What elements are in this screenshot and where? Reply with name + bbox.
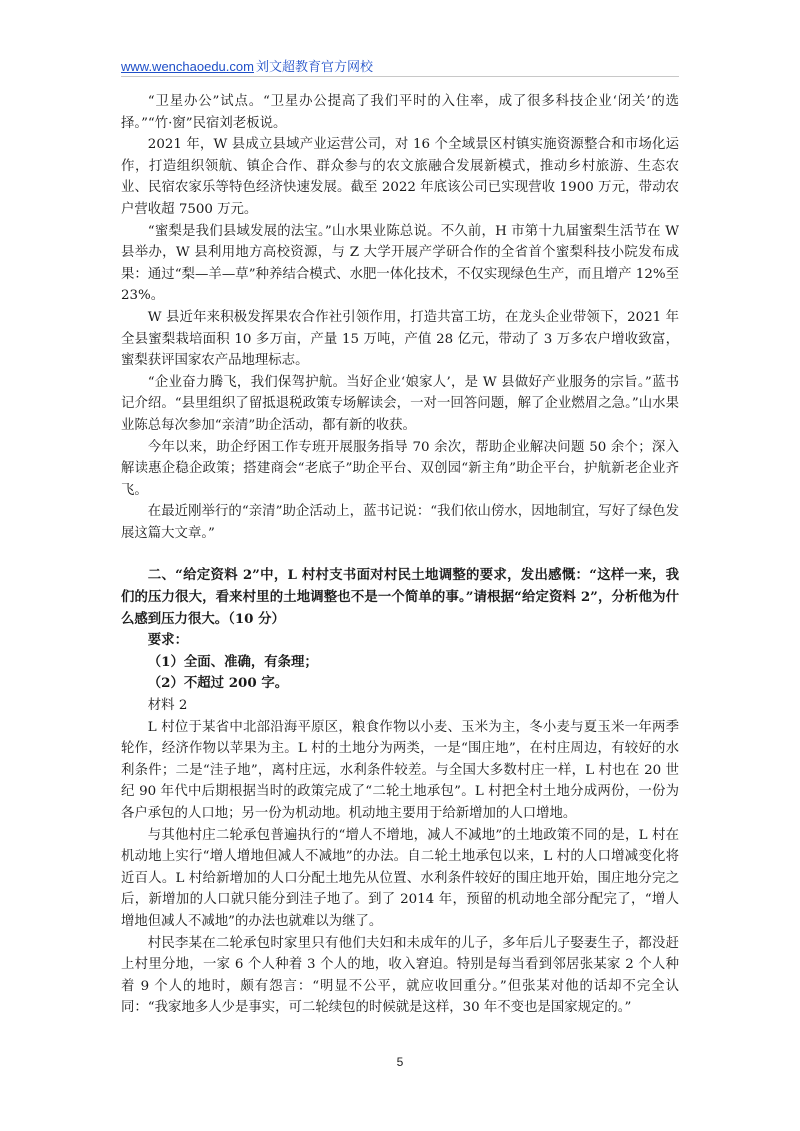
material-title: 材料 2 (147, 698, 188, 714)
spacer (121, 544, 679, 565)
question-prompt: 二、“给定资料 2”中，L 村村支书面对村民土地调整的要求，发出感慨：“这样一来，我们的压力很大，看来村里的土地调整也不是一个简单的事。”请根据“给定资料 2”，分析他为什么感到压力很大。（10 分） (121, 567, 679, 627)
requirements-title: 要求： (147, 632, 188, 649)
document-body (121, 91, 679, 1019)
paragraph: “蜜梨是我们县域发展的法宝。”山水果业陈总说。不久前，H 市第十九届蜜梨生活节在 W 县举办，W 县利用地方高校资源，与 Z 大学开展产学研合作的全省首个蜜梨科技小院发布成果：通过“梨—羊—草”种养结合模式、水肥一体化技术，不仅实现绿色生产，而且增产 12%至 23%。 (121, 223, 679, 304)
paragraph: L 村位于某省中北部沿海平原区，粮食作物以小麦、玉米为主，冬小麦与夏玉米一年两季轮作，经济作物以苹果为主。L 村的土地分为两类，一是“围庄地”，在村庄周边，有较好的水利条件；二是“洼子地”，离村庄远，水利条件较差。与全国大多数村庄一样，L 村也在 20 世纪 90 年代中后期根据当时的政策完成了“二轮土地承包”。L 村把全村土地分成两份，一份为各户承包的人口地；另一份为机动地。机动地主要用于给新增加的人口增地。 (121, 719, 679, 821)
paragraph: 在最近刚举行的“亲清”助企活动上，蓝书记说：“我们依山傍水，因地制宜，写好了绿色发展这篇大文章。” (121, 504, 679, 541)
website-link[interactable]: www.wenchaoedu.com (121, 59, 254, 74)
paragraph: “企业奋力腾飞，我们保驾护航。当好企业‘娘家人’，是 W 县做好产业服务的宗旨。”蓝书记介绍。“县里组织了留抵退税政策专场解读会，一对一回答问题，解了企业燃眉之急。”山水果业陈总每次参加“亲清”助企活动，都有新的收获。 (121, 374, 679, 433)
paragraph: W 县近年来积极发挥果农合作社引领作用，打造共富工坊，在龙头企业带领下，2021 年全县蜜梨栽培面积 10 多万亩，产量 15 万吨，产值 28 亿元，带动了 3 万多农户增收致富，蜜梨获评国家农产品地理标志。 (121, 309, 679, 369)
page-header (121, 56, 373, 75)
paragraph: 村民李某在二轮承包时家里只有他们夫妇和未成年的儿子，多年后儿子娶妻生子，都没赶上村里分地，一家 6 个人种着 3 个人的地，收入窘迫。特别是每当看到邻居张某家 2 个人种着 9 个人的地时，颇有怨言：“明显不公平，就应收回重分。”但张某对他的话却不完全认同：“我家地多人少是事实，可二轮续包的时候就是这样，30 年不变也是国家规定的。” (121, 935, 679, 1016)
site-name: 刘文超教育官方网校 (255, 59, 373, 74)
page-number: 5 (396, 1055, 404, 1069)
paragraph: 今年以来，助企纾困工作专班开展服务指导 70 余次，帮助企业解决问题 50 余个；深入解读惠企稳企政策；搭建商会“老底子”助企平台、双创园“新主角”助企平台，护航新老企业齐飞。 (121, 439, 679, 498)
requirement-item: （1）全面、准确，有条理； (147, 653, 318, 670)
paragraph: 与其他村庄二轮承包普遍执行的“增人不增地，减人不减地”的土地政策不同的是，L 村在机动地上实行“增人增地但减人不减地”的办法。自二轮土地承包以来，L 村的人口增减变化将近百人。L 村给新增加的人口分配土地先从位置、水利条件较好的围庄地开始，围庄地分完之后，新增加的人口就只能分到洼子地了。到了 2014 年，预留的机动地全部分配完了，“增人增地但减人不减地”的办法也就难以为继了。 (121, 827, 679, 929)
header-divider (121, 76, 679, 77)
requirement-item: （2）不超过 200 字。 (147, 675, 289, 692)
paragraph: 2021 年，W 县成立县域产业运营公司，对 16 个全域景区村镇实施资源整合和市场化运作，打造组织领航、镇企合作、群众参与的农文旅融合发展新模式，推动乡村旅游、生态农业、民宿农家乐等特色经济快速发展。截至 2022 年底该公司已实现营收 1900 万元，带动农户营收超 7500 万元。 (121, 137, 679, 217)
paragraph: “卫星办公”试点。“卫星办公提高了我们平时的入住率，成了很多科技企业‘闭关’的选择。”“竹·窗”民宿刘老板说。 (121, 94, 679, 131)
